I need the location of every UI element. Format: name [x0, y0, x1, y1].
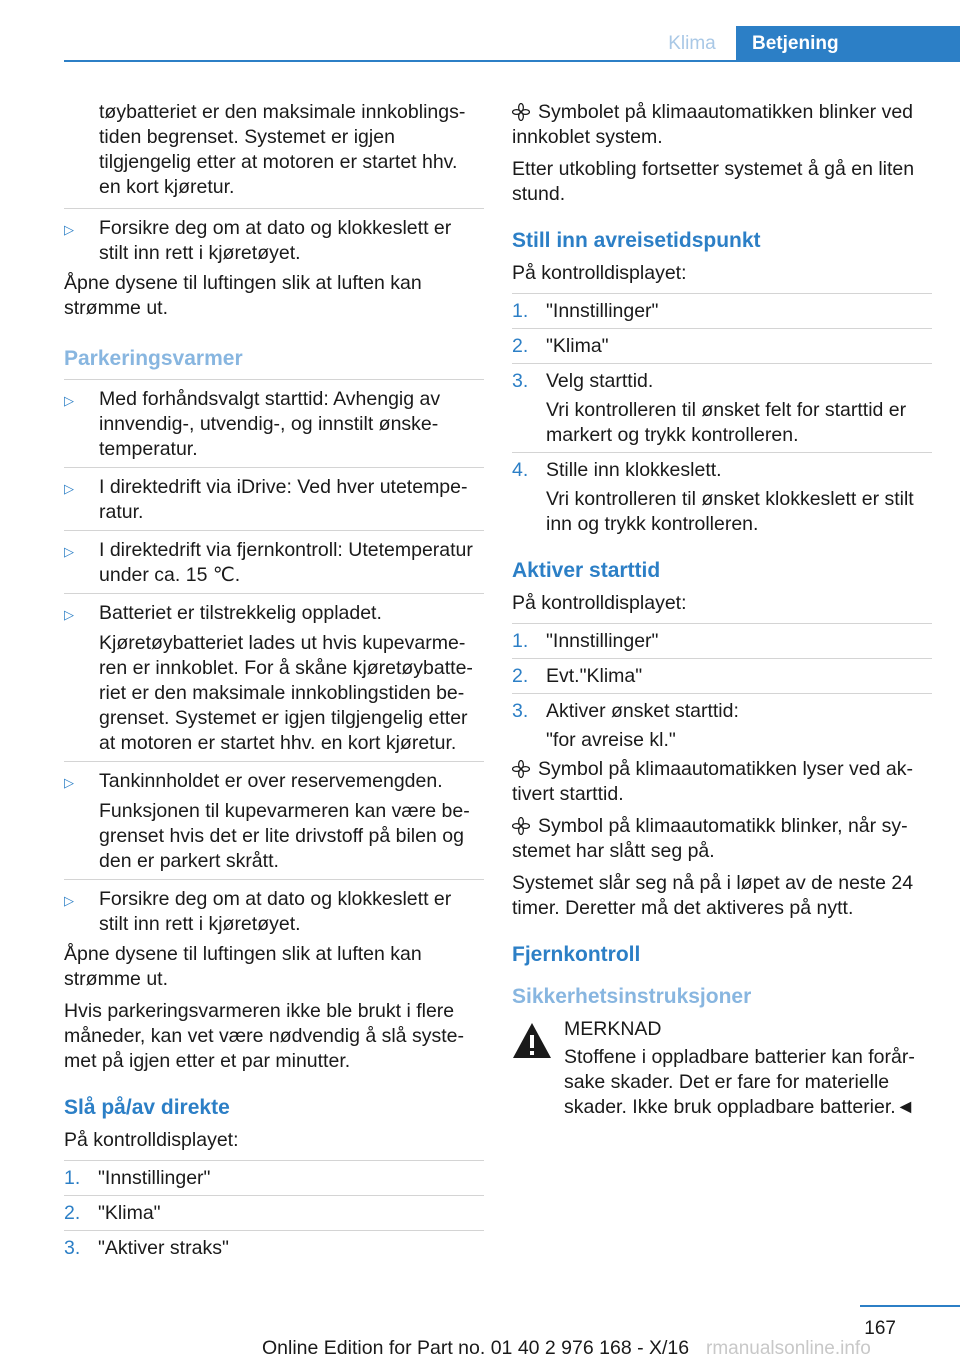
fan-paragraph-text: Symbol på klimaautomatikken lyser ved aktivert starttid. [512, 758, 913, 805]
warning-label: MERKNAD [564, 1018, 662, 1040]
triangle-bullet-icon: ▷ [64, 393, 74, 408]
bullet-item [64, 530, 484, 588]
item-text: "Innstillinger" [546, 300, 659, 322]
warning-notice [512, 1017, 932, 1120]
bullet-item [64, 761, 484, 874]
fan-paragraph [512, 757, 932, 807]
heading-fjernkontroll: Fjernkontroll [512, 943, 641, 966]
fan-icon [512, 817, 530, 835]
item-number: 1. [512, 300, 529, 322]
item-text: "Aktiver straks" [98, 1237, 229, 1259]
numbered-item [512, 293, 932, 324]
fan-icon [512, 103, 530, 121]
item-text: "Innstillinger" [546, 630, 659, 652]
heading-still-inn: Still inn avreisetidspunkt [512, 229, 761, 252]
triangle-bullet-icon: ▷ [64, 893, 74, 908]
bullet-subtext: Kjøretøybatteriet lades ut hvis kupevarmeren er innkoblet. For å skåne kjøretøybatteriet er den maksimale innkoblingstiden begrenset. Systemet er igjen tilgjengelig etter at motoren er startet hhv. en kort kjøretur. [99, 632, 473, 754]
bullet-text: Forsikre deg om at dato og klokkeslett er stilt inn rett i kjøretøyet. [99, 888, 452, 935]
header-rule [64, 60, 960, 62]
numbered-item [64, 1230, 484, 1261]
bullet-text: Forsikre deg om at dato og klokkeslett er stilt inn rett i kjøretøyet. [99, 217, 452, 264]
numbered-item [64, 1195, 484, 1226]
paragraph: Åpne dysene til luftingen slik at luften kan strømme ut. [64, 943, 422, 990]
item-text: "Innstillinger" [98, 1167, 211, 1189]
bullet-item [64, 208, 484, 266]
item-text: "Klima" [98, 1202, 161, 1224]
numbered-item [512, 693, 932, 753]
section-tab-betjening[interactable]: Betjening [736, 26, 960, 62]
item-number: 2. [512, 335, 529, 357]
paragraph: På kontrolldisplayet: [64, 1129, 239, 1151]
page-number: 167 [864, 1318, 896, 1339]
bullet-subtext: Funksjonen til kupevarmeren kan være begrenset hvis det er lite drivstoff på bilen og den er parkert skrått. [99, 800, 470, 872]
section-tab-klima[interactable]: Klima [668, 33, 716, 54]
item-text: Stille inn klokkeslett. [546, 459, 722, 481]
bullet-text: Med forhåndsvalgt starttid: Avhengig av innvendig-, utvendig-, og innstilt ønsketemperatur. [99, 388, 441, 460]
left-column [64, 100, 484, 1265]
item-subtext: Vri kontrolleren til ønsket klokkeslett er stilt inn og trykk kontrolleren. [546, 488, 914, 535]
item-number: 4. [512, 459, 529, 481]
fan-paragraph [512, 100, 932, 150]
numbered-item [512, 452, 932, 537]
right-column [512, 100, 932, 1127]
bullet-text: Tankinnholdet er over reservemengden. [99, 770, 443, 792]
warning-text: Stoffene i oppladbare batterier kan forårsake skader. Det er fare for materielle skader. Ikke bruk oppladbare batterier.◄ [564, 1046, 915, 1118]
paragraph: På kontrolldisplayet: [512, 262, 687, 284]
numbered-item [512, 328, 932, 359]
intro-paragraph: tøybatteriet er den maksimale innkoblingstiden begrenset. Systemet er igjen tilgjengelig etter at motoren er startet hhv. en kort kjøretur. [99, 101, 466, 198]
fan-paragraph [512, 814, 932, 864]
item-text: Aktiver ønsket starttid: [546, 700, 739, 722]
fan-paragraph-text: Symbol på klimaautomatikk blinker, når systemet har slått seg på. [512, 815, 908, 862]
bullet-item [64, 467, 484, 525]
paragraph: På kontrolldisplayet: [512, 592, 687, 614]
triangle-bullet-icon: ▷ [64, 607, 74, 622]
item-number: 3. [64, 1237, 81, 1259]
numbered-item [512, 658, 932, 689]
item-subtext: Vri kontrolleren til ønsket felt for starttid er markert og trykk kontrolleren. [546, 399, 907, 446]
page-header [0, 0, 960, 64]
paragraph: Åpne dysene til luftingen slik at luften kan strømme ut. [64, 272, 422, 319]
item-text: Evt."Klima" [546, 665, 643, 687]
bullet-text: I direktedrift via iDrive: Ved hver utetemperatur. [99, 476, 468, 523]
item-number: 1. [64, 1167, 81, 1189]
warning-icon [512, 1021, 552, 1061]
triangle-bullet-icon: ▷ [64, 544, 74, 559]
footer-rule [860, 1305, 960, 1307]
numbered-item [512, 623, 932, 654]
item-number: 3. [512, 700, 529, 722]
paragraph: Etter utkobling fortsetter systemet å gå en liten stund. [512, 158, 915, 205]
item-number: 1. [512, 630, 529, 652]
triangle-bullet-icon: ▷ [64, 481, 74, 496]
item-number: 2. [64, 1202, 81, 1224]
heading-sikkerhetsinstruksjoner: Sikkerhetsinstruksjoner [512, 985, 752, 1008]
heading-parkeringsvarmer: Parkeringsvarmer [64, 347, 243, 370]
bullet-item [64, 879, 484, 937]
item-number: 3. [512, 370, 529, 392]
paragraph: Systemet slår seg nå på i løpet av de neste 24 timer. Deretter må det aktiveres på nytt. [512, 872, 914, 919]
numbered-item [512, 363, 932, 448]
fan-icon [512, 760, 530, 778]
heading-sla-pa-av: Slå på/av direkte [64, 1096, 230, 1119]
bullet-text: Batteriet er tilstrekkelig oppladet. [99, 602, 382, 624]
edition-text: Online Edition for Part no. 01 40 2 976 168 - X/16 [262, 1337, 690, 1359]
bullet-item [64, 593, 484, 756]
heading-aktiver-starttid: Aktiver starttid [512, 559, 661, 582]
paragraph: Hvis parkeringsvarmeren ikke ble brukt i flere måneder, kan vet være nødvendig å slå systemet på igjen etter et par minutter. [64, 1000, 464, 1072]
bullet-text: I direktedrift via fjernkontroll: Utetemperatur under ca. 15 ℃. [99, 539, 473, 586]
bullet-item [64, 379, 484, 462]
item-text: "Klima" [546, 335, 609, 357]
triangle-bullet-icon: ▷ [64, 222, 74, 237]
fan-paragraph-text: Symbolet på klimaautomatikken blinker ved innkoblet system. [512, 101, 914, 148]
item-number: 2. [512, 665, 529, 687]
item-subtext: "for avreise kl." [546, 729, 676, 751]
numbered-item [64, 1160, 484, 1191]
watermark-text: rmanualsonline.info [706, 1338, 871, 1359]
triangle-bullet-icon: ▷ [64, 775, 74, 790]
item-text: Velg starttid. [546, 370, 654, 392]
